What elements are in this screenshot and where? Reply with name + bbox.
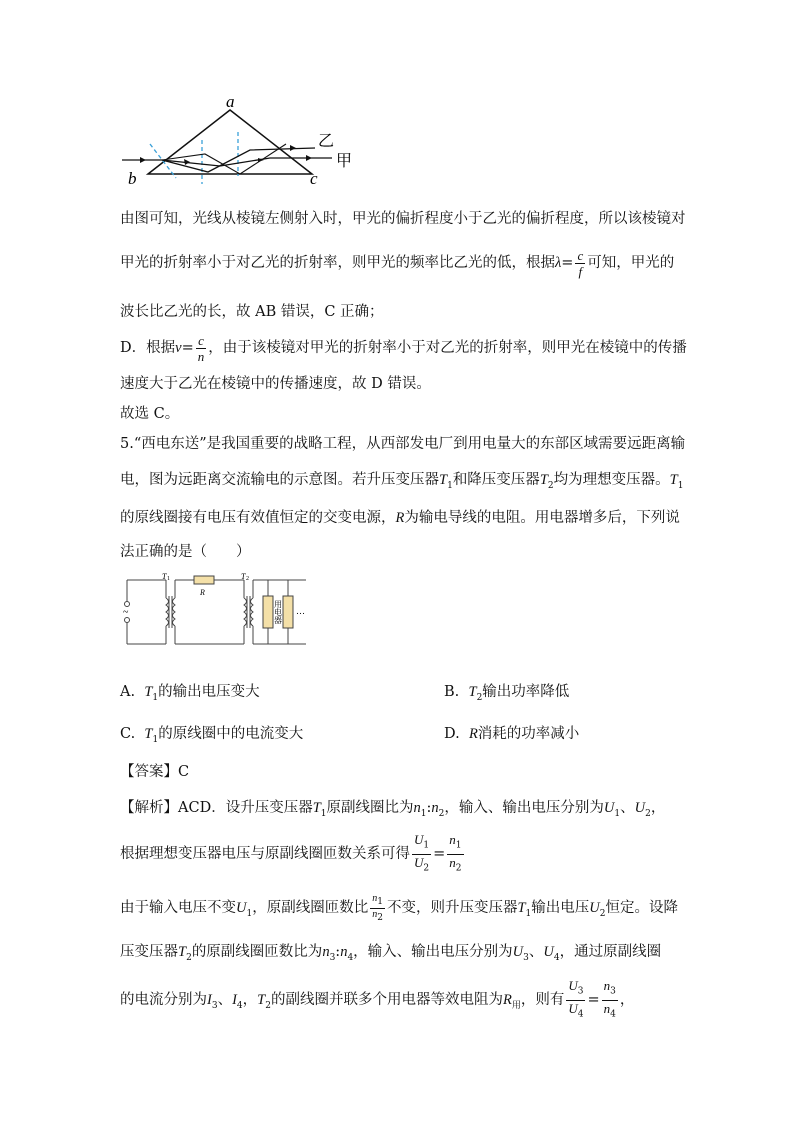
subscript: 2 — [476, 692, 483, 703]
text: 的副线圈并联多个用电器等效电阻为 — [270, 992, 503, 1009]
R-symbol: R — [468, 726, 478, 742]
n-symbol: n — [340, 944, 348, 960]
colon: : — [426, 800, 432, 816]
text: 均为理想变压器。 — [553, 472, 670, 488]
n-symbol: n — [372, 908, 378, 920]
arrowhead — [290, 145, 296, 151]
subscript: 2 — [186, 952, 192, 963]
text: ，原副线圈匝数比 — [252, 900, 369, 916]
q5-line3 — [120, 506, 680, 527]
text: 由于输入电压不变 — [120, 900, 236, 916]
v-symbol: v — [175, 340, 182, 356]
text: 电，图为远距离交流输电的示意图。若升压变压器 — [120, 472, 439, 488]
comma: ， — [650, 800, 666, 816]
option-letter: A. — [120, 684, 136, 700]
circuit-diagram — [118, 568, 318, 654]
arrowhead — [140, 157, 146, 163]
subscript: 1 — [246, 908, 253, 919]
label-yi: 乙 — [318, 131, 335, 150]
T-symbol: T — [312, 800, 321, 816]
subscript: 3 — [329, 952, 336, 963]
t1-label: T — [162, 572, 167, 581]
R-symbol: R — [395, 510, 405, 526]
para2-line1 — [120, 328, 687, 368]
equals: = — [587, 992, 600, 1009]
T-symbol: T — [539, 472, 548, 488]
separator: 、 — [528, 944, 544, 960]
I-symbol: I — [207, 992, 212, 1009]
text: 输出电压 — [531, 900, 590, 916]
subscript: 2 — [547, 480, 554, 491]
option-text: 的原线圈中的电流变大 — [158, 726, 304, 742]
n-symbol: n — [449, 832, 456, 847]
para1-line2 — [120, 243, 674, 283]
equals: = — [181, 340, 194, 356]
subscript: 3 — [577, 986, 584, 997]
T-symbol: T — [178, 944, 187, 960]
text: 的原线圈接有电压有效值恒定的交变电源， — [120, 510, 396, 526]
separator: 、 — [217, 992, 233, 1009]
subscript: 1 — [455, 840, 462, 851]
t2-label: T — [241, 572, 246, 581]
I-symbol: I — [232, 992, 237, 1009]
option-letter: C. — [120, 726, 136, 742]
T-symbol: T — [439, 472, 448, 488]
option-text: 输出功率降低 — [482, 684, 570, 700]
subscript: 2 — [599, 908, 606, 919]
analysis-line4 — [120, 940, 661, 963]
para1-line3: 波长比乙光的长，故 AB 错误，C 正确； — [120, 304, 384, 320]
n-symbol: n — [449, 854, 456, 870]
text: ，通过原副线圈 — [559, 944, 662, 960]
text: 根据理想变压器电压与原副线圈匝数关系可得 — [120, 846, 410, 863]
subscript: 4 — [553, 952, 560, 963]
colon: : — [335, 944, 341, 960]
comma: ， — [619, 992, 635, 1009]
subscript: 4 — [610, 1009, 616, 1020]
subscript: 1 — [525, 908, 532, 919]
text: D．根据 — [120, 340, 176, 356]
terminal — [125, 602, 130, 607]
frac-num: c — [577, 247, 584, 263]
t2-sub: 2 — [246, 576, 249, 582]
user-label: 用电器 — [273, 600, 283, 624]
answer-line: 【答案】C — [120, 764, 190, 780]
fraction-c-over-n — [196, 333, 207, 364]
subscript: 2 — [377, 912, 383, 923]
vertex-a: a — [226, 92, 235, 111]
q5-line2 — [120, 468, 683, 491]
choose-line: 故选 C。 — [120, 406, 180, 422]
fraction-u3-u4 — [566, 978, 585, 1022]
n-symbol: n — [603, 1000, 611, 1016]
option-b[interactable] — [444, 680, 569, 703]
n-symbol: n — [413, 800, 421, 816]
option-d[interactable] — [444, 722, 579, 743]
U-symbol: U — [603, 800, 615, 816]
subscript: 3 — [610, 986, 616, 997]
subscript: 3 — [523, 952, 529, 963]
text: 【解析】ACD．设升压变压器 — [120, 800, 313, 816]
U-symbol: U — [543, 944, 554, 960]
T-symbol: T — [144, 684, 153, 700]
label-jia: 甲 — [336, 151, 353, 170]
text: 压变压器 — [120, 944, 178, 960]
T-symbol: T — [468, 684, 477, 700]
para1-line1: 由图可知，光线从棱镜左侧射入时，甲光的偏折程度小于乙光的偏折程度，所以该棱镜对 — [120, 211, 686, 227]
subscript: 1 — [614, 808, 621, 819]
fraction-c-over-f — [575, 248, 585, 279]
lambda-symbol: λ — [555, 255, 562, 271]
U-symbol: U — [414, 832, 424, 847]
arrowhead — [184, 159, 190, 165]
vertex-b: b — [128, 169, 137, 188]
subscript: 1 — [420, 808, 427, 819]
text: ，输入、输出电压分别为 — [353, 944, 513, 960]
subscript: 4 — [236, 1000, 243, 1011]
analysis-line1 — [120, 796, 665, 819]
subscript: 1 — [377, 896, 383, 907]
n-symbol: n — [431, 800, 439, 816]
text: ，输入、输出电压分别为 — [444, 800, 604, 816]
comma: ， — [242, 992, 258, 1009]
frac-den: n — [197, 348, 205, 364]
R-symbol: R — [502, 992, 512, 1009]
text: 和降压变压器 — [452, 472, 540, 488]
U-symbol: U — [568, 978, 578, 993]
vertex-c: c — [310, 169, 318, 188]
option-text: 消耗的功率减小 — [477, 726, 580, 742]
text: 可知，甲光的 — [587, 255, 675, 271]
fraction-n1-n2-small — [370, 893, 385, 924]
option-letter: D. — [444, 726, 460, 742]
subscript: 4 — [347, 952, 354, 963]
option-a[interactable] — [120, 680, 260, 703]
T-symbol: T — [257, 992, 266, 1009]
equals: = — [433, 846, 446, 863]
U-symbol: U — [236, 900, 247, 916]
text: ，则有 — [520, 992, 565, 1009]
U-symbol: U — [512, 944, 524, 960]
text: ，由于该棱镜对甲光的折射率小于对乙光的折射率，则甲光在棱镜中的传播 — [208, 340, 687, 356]
subscript: 2 — [265, 1000, 271, 1011]
U-symbol: U — [589, 900, 600, 916]
dots-label: … — [296, 606, 305, 616]
subscript: 2 — [423, 863, 430, 874]
subscript: 2 — [455, 863, 462, 874]
T-symbol: T — [669, 472, 678, 488]
fraction-n3-n4 — [602, 978, 618, 1022]
separator: 、 — [620, 800, 635, 816]
subscript: 1 — [677, 480, 684, 491]
para2-line2: 速度大于乙光在棱镜中的传播速度，故 D 错误。 — [120, 376, 431, 392]
option-text: 的输出电压变大 — [158, 684, 260, 700]
subscript: 3 — [211, 1000, 218, 1011]
frac-den: f — [578, 263, 583, 279]
T-symbol: T — [144, 726, 153, 742]
t1-sub: 1 — [167, 576, 170, 582]
equals: = — [561, 255, 574, 271]
ac-source-symbol: ~ — [123, 607, 129, 618]
fraction-u1-u2 — [412, 832, 431, 876]
text: 的电流分别为 — [120, 992, 207, 1009]
subscript: 1 — [320, 808, 327, 819]
subscript: 2 — [438, 808, 445, 819]
n-symbol: n — [603, 978, 611, 993]
n-symbol: n — [322, 944, 330, 960]
subscript: 1 — [423, 840, 430, 851]
arrowhead — [306, 155, 312, 161]
fraction-n1-n2 — [447, 832, 463, 876]
option-letter: B. — [444, 684, 460, 700]
text: 恒定。设降 — [605, 900, 678, 916]
r-label: R — [200, 588, 205, 597]
subscript: 1 — [447, 480, 453, 491]
text: 原副线圈比为 — [326, 800, 414, 816]
subscript: 1 — [152, 692, 159, 703]
text: 不变，则升压变压器 — [386, 900, 518, 916]
text: 甲光的折射率小于对乙光的折射率，则甲光的频率比乙光的低，根据 — [120, 255, 555, 271]
q5-line4: 法正确的是（ ） — [120, 544, 251, 560]
subscript: 1 — [152, 734, 159, 745]
text: 的原副线圈匝数比为 — [191, 944, 323, 960]
subscript: 用 — [511, 1000, 521, 1011]
analysis-line5 — [120, 978, 634, 1028]
prism-diagram — [110, 88, 370, 188]
subscript: 4 — [577, 1009, 584, 1020]
text: 为输电导线的电阻。用电器增多后，下列说 — [404, 510, 680, 526]
U-symbol: U — [634, 800, 646, 816]
subscript: 2 — [645, 808, 651, 819]
q5-line1: 5.“西电东送”是我国重要的战略工程，从西部发电厂到用电量大的东部区域需要远距离输 — [120, 436, 686, 452]
T-symbol: T — [517, 900, 526, 916]
U-symbol: U — [568, 1000, 578, 1016]
frac-num: c — [196, 333, 207, 349]
analysis-line3 — [120, 888, 678, 934]
analysis-line2 — [120, 832, 466, 876]
terminal — [125, 618, 130, 623]
option-c[interactable] — [120, 722, 303, 745]
U-symbol: U — [414, 854, 424, 870]
n-symbol: n — [372, 892, 378, 904]
